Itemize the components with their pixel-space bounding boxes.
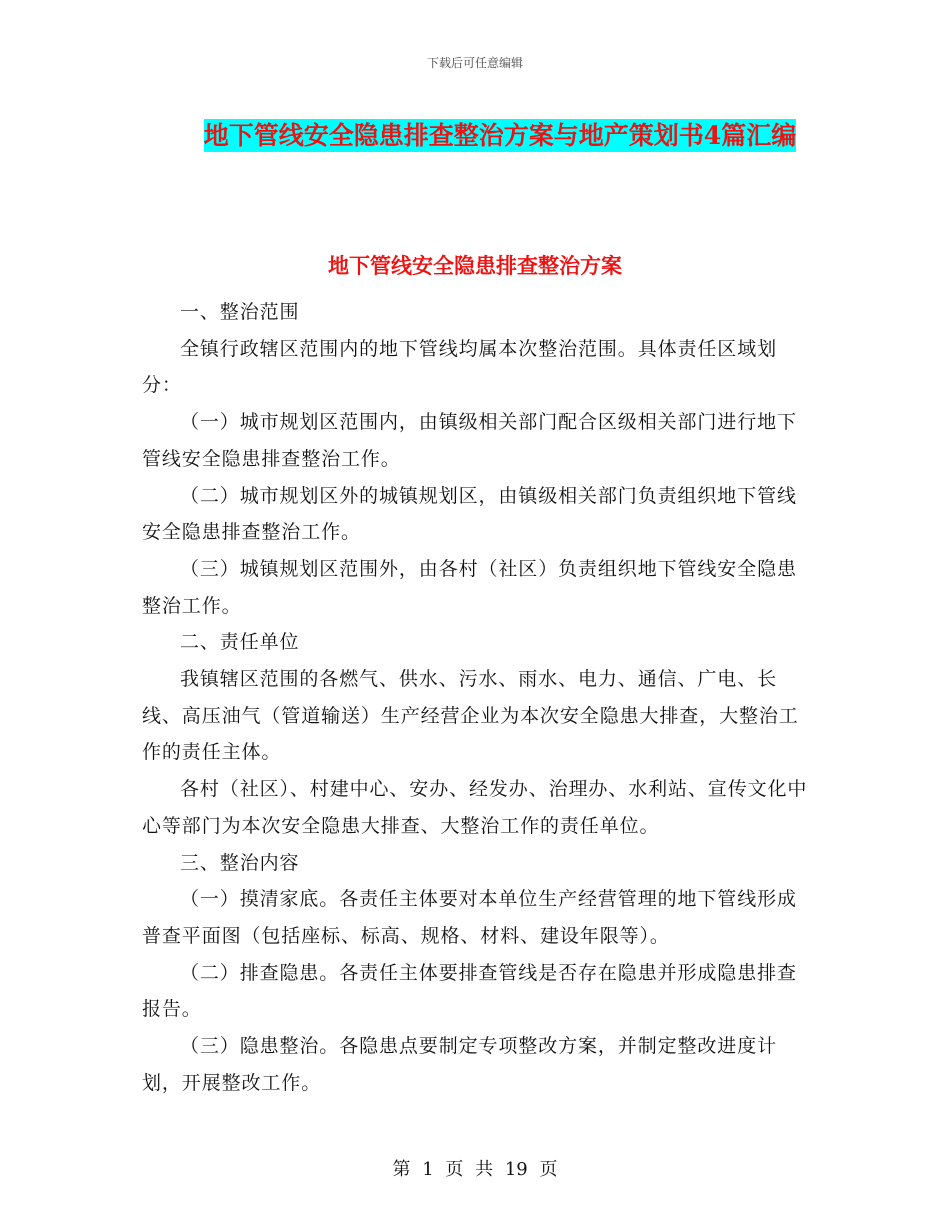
header-note: 下载后可任意编辑 (426, 56, 523, 70)
paragraph: 全镇行政辖区范围内的地下管线均属本次整治范围。具体责任区域划分： (142, 337, 778, 397)
paragraph: （二）城市规划区外的城镇规划区，由镇级相关部门负责组织地下管线安全隐患排查整治工作。 (142, 484, 797, 544)
paragraph: 二、责任单位 (180, 631, 300, 654)
section-title: 地下管线安全隐患排查整治方案 (328, 253, 622, 278)
document-body (142, 294, 810, 1101)
paragraph: 一、整治范围 (180, 301, 300, 323)
paragraph: （二）排查隐患。各责任主体要排查管线是否存在隐患并形成隐患排查报告。 (142, 961, 797, 1021)
paragraph: 三、整治内容 (180, 851, 300, 874)
document-title-text: 地下管线安全隐患排查整治方案与地产策划书4篇汇编 (203, 121, 797, 150)
paragraph: （三）城镇规划区范围外，由各村（社区）负责组织地下管线安全隐患整治工作。 (142, 557, 797, 617)
document-title (195, 112, 805, 160)
paragraph: （一）城市规划区范围内，由镇级相关部门配合区级相关部门进行地下管线安全隐患排查整治工作。 (142, 411, 797, 470)
paragraph: 各村（社区）、村建中心、安办、经发办、治理办、水利站、宣传文化中心等部门为本次安全隐患大排查、大整治工作的责任单位。 (142, 778, 808, 837)
page-number-footer: 第 1 页 共 19 页 (392, 1159, 558, 1180)
paragraph: 我镇辖区范围的各燃气、供水、污水、雨水、电力、通信、广电、长线、高压油气（管道输送）生产经营企业为本次安全隐患大排查，大整治工作的责任主体。 (142, 668, 799, 764)
paragraph: （三）隐患整治。各隐患点要制定专项整改方案，并制定整改进度计划，开展整改工作。 (142, 1035, 778, 1094)
paragraph: （一）摸清家底。各责任主体要对本单位生产经营管理的地下管线形成普查平面图（包括座标、标高、规格、材料、建设年限等）。 (142, 888, 797, 947)
